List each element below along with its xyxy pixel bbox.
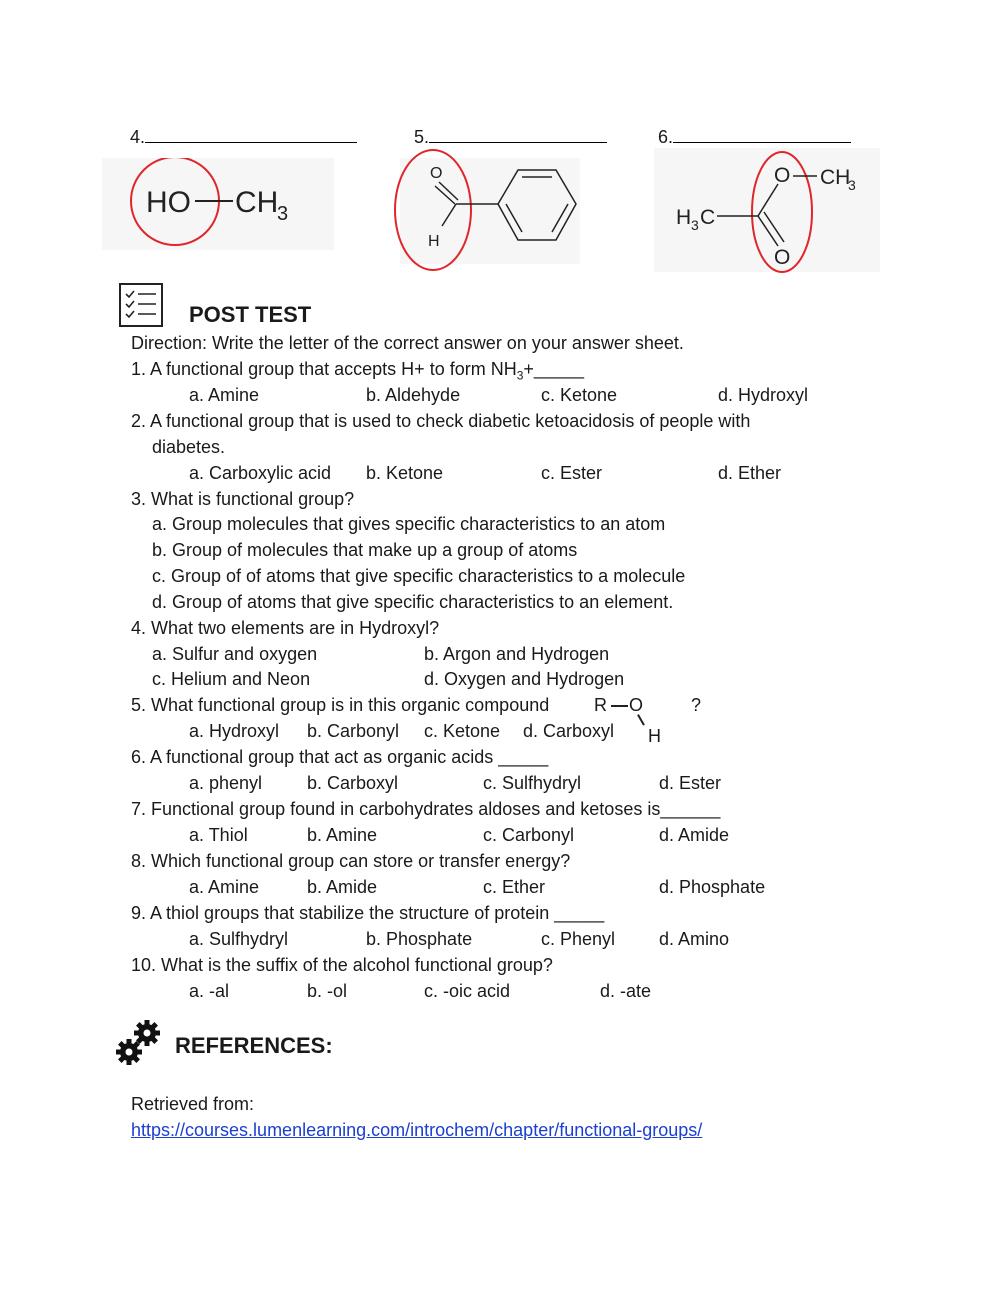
question-2-line-2: diabetes. bbox=[152, 437, 226, 457]
question-4: 4. What two elements are in Hydroxyl? bbox=[131, 618, 440, 638]
atom-ch3: CH bbox=[820, 166, 851, 189]
atom-o: O bbox=[430, 165, 443, 182]
q4-option-a[interactable]: a. Sulfur and oxygen bbox=[152, 644, 318, 664]
q9-option-c[interactable]: c. Phenyl bbox=[541, 929, 616, 949]
gears-icon bbox=[114, 1018, 164, 1066]
q1-option-d[interactable]: d. Hydroxyl bbox=[718, 385, 809, 405]
q2-option-b[interactable]: b. Ketone bbox=[366, 463, 444, 483]
question-6: 6. A functional group that act as organic acids _____ bbox=[131, 747, 549, 767]
q3-option-c[interactable]: c. Group of of atoms that give specific characteristics to a molecule bbox=[152, 566, 686, 586]
q4-option-d[interactable]: d. Oxygen and Hydrogen bbox=[424, 669, 625, 689]
q6-option-a[interactable]: a. phenyl bbox=[189, 773, 263, 793]
post-test-title: POST TEST bbox=[189, 302, 312, 327]
question-1: 1. A functional group that accepts H+ to form $NH_3+\_\_\_\_\_$ bbox=[131, 359, 584, 383]
q6-option-c[interactable]: c. Sulfhydryl bbox=[483, 773, 582, 793]
q7-option-b[interactable]: b. Amine bbox=[307, 825, 378, 845]
structure-methanol bbox=[102, 158, 334, 250]
q9-option-d[interactable]: d. Amino bbox=[659, 929, 730, 949]
direction-text: Direction: Write the letter of the correct answer on your answer sheet. bbox=[131, 333, 684, 353]
atom-ch3-sub: 3 bbox=[848, 177, 856, 193]
q3-option-b[interactable]: b. Group of molecules that make up a group of atoms bbox=[152, 540, 578, 560]
q4-option-c[interactable]: c. Helium and Neon bbox=[152, 669, 311, 689]
q3-option-a[interactable]: a. Group molecules that gives specific characteristics to an atom bbox=[152, 514, 666, 534]
q5-option-b[interactable]: b. Carbonyl bbox=[307, 721, 400, 741]
q5-option-a[interactable]: a. Hydroxyl bbox=[189, 721, 280, 741]
q6-option-b[interactable]: b. Carboxyl bbox=[307, 773, 399, 793]
q2-option-a[interactable]: a. Carboxylic acid bbox=[189, 463, 332, 483]
answer-blank-6[interactable] bbox=[673, 125, 851, 143]
question-10: 10. What is the suffix of the alcohol functional group? bbox=[131, 955, 553, 975]
q5-option-d[interactable]: d. Carboxyl bbox=[523, 721, 615, 741]
q7-option-d[interactable]: d. Amide bbox=[659, 825, 730, 845]
q8-option-a[interactable]: a. Amine bbox=[189, 877, 260, 897]
question-2-line-1: 2. A functional group that is used to check diabetic ketoacidosis of people with bbox=[131, 411, 751, 431]
q1-option-a[interactable]: a. Amine bbox=[189, 385, 260, 405]
question-9: 9. A thiol groups that stabilize the structure of protein _____ bbox=[131, 903, 605, 923]
structure-benzaldehyde bbox=[392, 148, 592, 272]
q9-option-b[interactable]: b. Phosphate bbox=[366, 929, 473, 949]
structure-methyl-acetate bbox=[654, 146, 880, 274]
q2-option-c[interactable]: c. Ester bbox=[541, 463, 603, 483]
atom-h3c-c: C bbox=[700, 206, 716, 229]
atom-h3c-h: H bbox=[676, 206, 692, 229]
answer-blank-4[interactable] bbox=[145, 125, 357, 143]
q2-option-d[interactable]: d. Ether bbox=[718, 463, 782, 483]
question-5: 5. What functional group is in this organic compound bbox=[131, 695, 550, 715]
retrieved-from-label: Retrieved from: bbox=[131, 1094, 255, 1114]
question-3: 3. What is functional group? bbox=[131, 489, 355, 509]
q10-option-d[interactable]: d. -ate bbox=[600, 981, 652, 1001]
q8-option-c[interactable]: c. Ether bbox=[483, 877, 546, 897]
item-5-label: 5. bbox=[414, 125, 607, 148]
checklist-icon bbox=[118, 282, 164, 328]
q1-option-b[interactable]: b. Aldehyde bbox=[366, 385, 461, 405]
q10-option-c[interactable]: c. -oic acid bbox=[424, 981, 511, 1001]
q10-option-a[interactable]: a. -al bbox=[189, 981, 230, 1001]
q8-option-b[interactable]: b. Amide bbox=[307, 877, 378, 897]
atom-h: H bbox=[428, 233, 440, 250]
q8-option-d[interactable]: d. Phosphate bbox=[659, 877, 766, 897]
item-6-label: 6. bbox=[658, 125, 851, 148]
q3-option-d[interactable]: d. Group of atoms that give specific characteristics to an element. bbox=[152, 592, 674, 612]
subscript-3: 3 bbox=[277, 203, 289, 225]
question-8: 8. Which functional group can store or transfer energy? bbox=[131, 851, 571, 871]
question-7: 7. Functional group found in carbohydrates aldoses and ketoses is______ bbox=[131, 799, 721, 819]
item-4-label: 4. bbox=[130, 125, 357, 148]
q5-structure-h: H bbox=[648, 726, 661, 746]
q9-option-a[interactable]: a. Sulfhydryl bbox=[189, 929, 289, 949]
q5-structure-r: R bbox=[594, 695, 607, 715]
atom-h3c-sub: 3 bbox=[691, 217, 699, 233]
q5-question-mark: ? bbox=[691, 695, 702, 715]
reference-link[interactable]: https://courses.lumenlearning.com/introchem/chapter/functional-groups/ bbox=[131, 1120, 703, 1140]
q5-bond-line bbox=[611, 705, 628, 707]
q10-option-b[interactable]: b. -ol bbox=[307, 981, 348, 1001]
atom-o-carbonyl: O bbox=[774, 246, 791, 269]
q4-option-b[interactable]: b. Argon and Hydrogen bbox=[424, 644, 610, 664]
q5-structure-o: O bbox=[629, 695, 644, 715]
q5-oh-bond bbox=[637, 714, 644, 725]
references-title: REFERENCES: bbox=[175, 1033, 333, 1058]
q1-option-c[interactable]: c. Ketone bbox=[541, 385, 618, 405]
q7-option-c[interactable]: c. Carbonyl bbox=[483, 825, 575, 845]
atom-o-ester: O bbox=[774, 164, 791, 187]
q6-option-d[interactable]: d. Ester bbox=[659, 773, 722, 793]
atom-ho: HO bbox=[146, 186, 191, 219]
q7-option-a[interactable]: a. Thiol bbox=[189, 825, 248, 845]
q5-option-c[interactable]: c. Ketone bbox=[424, 721, 501, 741]
atom-ch: CH bbox=[235, 186, 279, 219]
answer-blank-5[interactable] bbox=[429, 125, 607, 143]
